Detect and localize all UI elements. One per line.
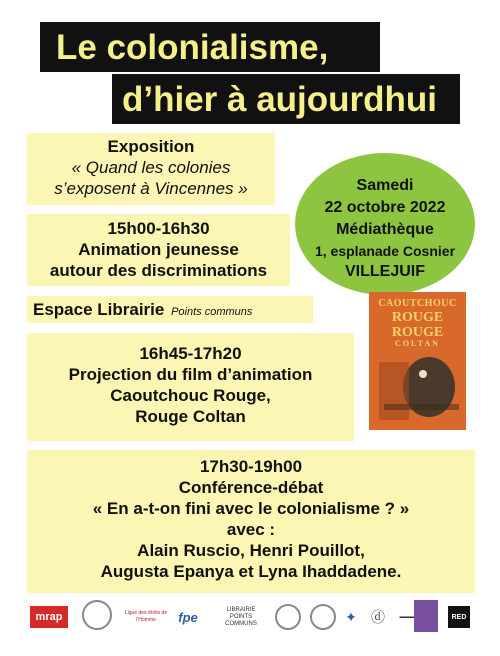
poster-title-2: ROUGE bbox=[391, 310, 444, 325]
projection-box bbox=[27, 333, 354, 441]
circle-logo-2 bbox=[310, 604, 336, 630]
librairie-sub: Points communs bbox=[171, 306, 253, 318]
exposition-line-2: s’exposent à Vincennes » bbox=[54, 179, 248, 198]
librairie-label: Espace Librairie bbox=[33, 300, 165, 319]
poster-title-3: ROUGE bbox=[391, 325, 444, 340]
title-line-1: Le colonialisme, bbox=[56, 28, 329, 67]
partner-logos bbox=[30, 600, 470, 636]
conference-time: 17h30-19h00 bbox=[199, 457, 303, 476]
acca-logo bbox=[414, 600, 438, 632]
seal-logo bbox=[82, 600, 112, 630]
librairie-logo: LIBRAIRIE POINTS COMMUNS bbox=[225, 606, 257, 627]
conference-line-2: « En a-t-on fini avec le colonialisme ? » bbox=[92, 499, 410, 518]
date-day: Samedi bbox=[356, 177, 414, 194]
date-address: 1, esplanade Cosnier bbox=[314, 243, 456, 259]
conference-line-3: avec : bbox=[226, 520, 276, 539]
animation-line-2: autour des discriminations bbox=[49, 261, 268, 280]
date-date: 22 octobre 2022 bbox=[324, 199, 446, 216]
circle-logo-1 bbox=[275, 604, 301, 630]
poster-title-4: COLTAN bbox=[395, 339, 440, 348]
ldh-logo: Ligue des droits de l'Homme bbox=[124, 610, 168, 623]
projection-time: 16h45-17h20 bbox=[139, 344, 242, 363]
mrap-logo: mrap bbox=[30, 606, 68, 628]
fpe-logo bbox=[170, 600, 206, 634]
conference-line-4: Alain Ruscio, Henri Pouillot, bbox=[137, 541, 365, 560]
date-city: VILLEJUIF bbox=[344, 263, 425, 280]
poster-illustration bbox=[369, 292, 466, 430]
exposition-line-1: « Quand les colonies bbox=[71, 158, 231, 177]
conference-line-5: Augusta Epanya et Lyna Ihaddadene. bbox=[100, 562, 402, 581]
projection-line-2: Caoutchouc Rouge, bbox=[110, 386, 271, 405]
animation-time: 15h00-16h30 bbox=[107, 219, 210, 238]
poster-title-1: CAOUTCHOUC bbox=[378, 298, 457, 309]
animation-line-1: Animation jeunesse bbox=[78, 240, 239, 259]
film-poster bbox=[369, 292, 466, 430]
fpe-logo-text: fpe bbox=[178, 609, 198, 625]
projection-line-1: Projection du film d’animation bbox=[68, 365, 313, 384]
d-logo: ⓓ bbox=[371, 608, 385, 625]
conference-box bbox=[27, 450, 475, 593]
exposition-box bbox=[27, 133, 275, 205]
date-venue: Médiathèque bbox=[336, 221, 434, 238]
conference-line-1: Conférence-débat bbox=[178, 478, 324, 497]
librairie-box bbox=[27, 296, 313, 323]
red-logo: RED bbox=[448, 606, 470, 628]
exposition-heading: Exposition bbox=[107, 137, 195, 156]
projection-line-3: Rouge Coltan bbox=[135, 407, 246, 426]
title-line-2: d’hier à aujourdhui bbox=[122, 80, 438, 119]
animation-box bbox=[27, 214, 290, 286]
bird-icon: ✦ bbox=[345, 608, 357, 625]
date-circle bbox=[295, 153, 475, 295]
text-logo: ▬▬▬ bbox=[399, 613, 415, 620]
